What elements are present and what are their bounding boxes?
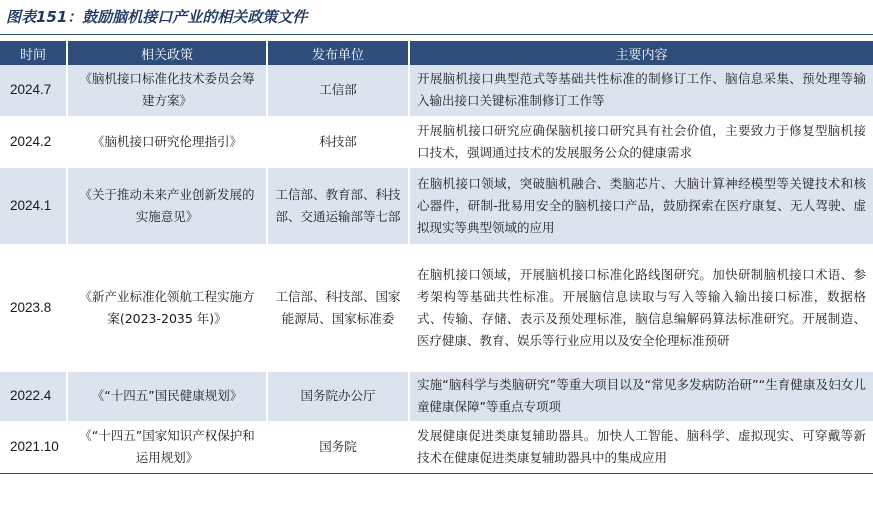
column-header-policy: 相关政策 — [67, 41, 267, 65]
row-policy: 《新产业标准化领航工程实施方案(2023-2035 年)》 — [67, 244, 267, 371]
row-policy: 《脑机接口标准化技术委员会筹建方案》 — [67, 65, 267, 116]
column-header-unit: 发布单位 — [267, 41, 409, 65]
row-unit: 工信部、科技部、国家能源局、国家标准委 — [267, 244, 409, 371]
row-time: 2024.7 — [0, 65, 67, 116]
policy-table — [0, 41, 873, 474]
row-content: 开展脑机接口研究应确保脑机接口研究具有社会价值，主要致力于修复型脑机接口技术，强调通过技术的发展服务公众的健康需求 — [409, 116, 873, 167]
row-time: 2021.10 — [0, 421, 67, 473]
column-header-content: 主要内容 — [409, 41, 873, 65]
figure-title: 图表151：鼓励脑机接口产业的相关政策文件 — [6, 8, 308, 26]
row-time: 2024.1 — [0, 167, 67, 244]
row-unit: 国务院办公厅 — [267, 371, 409, 421]
table-row — [0, 371, 873, 421]
column-header-time: 时间 — [0, 41, 67, 65]
table-row — [0, 116, 873, 167]
row-content: 在脑机接口领域，开展脑机接口标准化路线图研究。加快研制脑机接口术语、参考架构等基础共性标准。开展脑信息读取与写入等输入输出接口标准，数据格式、传输、存储、表示及预处理标准，脑信息编解码算法标准研究。开展制造、医疗健康、教育、娱乐等行业应用以及安全伦理标准预研 — [409, 244, 873, 371]
table-row — [0, 421, 873, 473]
table-header-row — [0, 41, 873, 65]
row-content: 发展健康促进类康复辅助器具。加快人工智能、脑科学、虚拟现实、可穿戴等新技术在健康促进类康复辅助器具中的集成应用 — [409, 421, 873, 473]
row-unit: 工信部、教育部、科技部、交通运输部等七部 — [267, 167, 409, 244]
row-content: 在脑机接口领域，突破脑机融合、类脑芯片、大脑计算神经模型等关键技术和核心器件，研制-批易用安全的脑机接口产品，鼓励探索在医疗康复、无人驾驶、虚拟现实等典型领域的应用 — [409, 167, 873, 244]
row-unit: 工信部 — [267, 65, 409, 116]
row-content: 开展脑机接口典型范式等基础共性标准的制修订工作、脑信息采集、预处理等输入输出接口关键标准制修订工作等 — [409, 65, 873, 116]
row-unit: 科技部 — [267, 116, 409, 167]
row-unit: 国务院 — [267, 421, 409, 473]
title-divider — [0, 34, 873, 35]
table-row — [0, 65, 873, 116]
row-time: 2024.2 — [0, 116, 67, 167]
row-content: 实施“脑科学与类脑研究”等重大项目以及“常见多发病防治研”“生育健康及妇女儿童健康保障”等重点专项项 — [409, 371, 873, 421]
row-policy: 《关于推动未来产业创新发展的实施意见》 — [67, 167, 267, 244]
table-row — [0, 244, 873, 371]
row-policy: 《脑机接口研究伦理指引》 — [67, 116, 267, 167]
table-row — [0, 167, 873, 244]
table-bottom-divider — [0, 473, 873, 474]
row-policy: 《“十四五”国民健康规划》 — [67, 371, 267, 421]
row-policy: 《“十四五”国家知识产权保护和运用规划》 — [67, 421, 267, 473]
row-time: 2023.8 — [0, 244, 67, 371]
row-time: 2022.4 — [0, 371, 67, 421]
